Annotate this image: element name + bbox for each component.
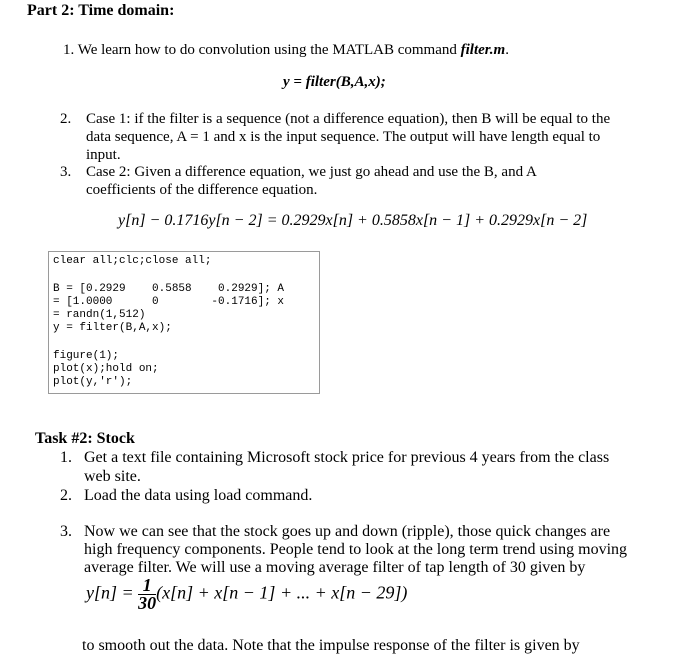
code-line: = randn(1,512) bbox=[53, 309, 146, 321]
part2-item1: 1. We learn how to do convolution using the MATLAB command filter.m. bbox=[63, 42, 509, 58]
item-number: 2. bbox=[60, 111, 72, 127]
item-line: Case 1: if the filter is a sequence (not a difference equation), then B will be equal to the bbox=[86, 111, 611, 127]
item-line: input. bbox=[86, 147, 121, 163]
task2-heading: Task #2: Stock bbox=[35, 430, 135, 447]
fraction-denominator: 30 bbox=[138, 593, 157, 613]
fraction bbox=[138, 577, 156, 612]
closing-text: to smooth out the data. Note that the impulse response of the filter is given by bbox=[82, 637, 580, 654]
item-number: 1. bbox=[63, 42, 75, 58]
item-line: high frequency components. People tend to look at the long term trend using moving bbox=[84, 541, 628, 558]
item-line: Case 2: Given a difference equation, we just go ahead and use the B, and A bbox=[86, 164, 537, 180]
item-line: data sequence, A = 1 and x is the input sequence. The output will have length equal to bbox=[86, 129, 601, 145]
item-line: Load the data using load command. bbox=[84, 487, 313, 504]
item-number: 3. bbox=[60, 164, 72, 180]
code-line: plot(y,'r'); bbox=[53, 376, 133, 388]
equation-lhs: y[n] = bbox=[86, 582, 134, 603]
command-name: filter.m bbox=[460, 42, 506, 58]
code-line: y = filter(B,A,x); bbox=[53, 322, 172, 334]
item-line: Now we can see that the stock goes up and down (ripple), those quick changes are bbox=[84, 523, 611, 540]
code-line: B = [0.2929 0.5858 0.2929]; A bbox=[53, 283, 285, 295]
difference-equation: y[n] − 0.1716y[n − 2] = 0.2929x[n] + 0.5858x[n − 1] + 0.2929x[n − 2] bbox=[118, 212, 588, 229]
moving-average-equation bbox=[86, 577, 407, 612]
code-line: = [1.0000 0 -0.1716]; x bbox=[53, 296, 285, 308]
code-line: clear all;clc;close all; bbox=[53, 255, 212, 267]
item-number: 1. bbox=[60, 449, 72, 466]
fraction-numerator: 1 bbox=[138, 577, 156, 595]
item-line: web site. bbox=[84, 468, 141, 485]
item-text: We learn how to do convolution using the MATLAB command bbox=[77, 42, 461, 58]
equation-rhs: (x[n] + x[n − 1] + ... + x[n − 29]) bbox=[156, 582, 408, 603]
filter-formula: y = filter(B,A,x); bbox=[283, 74, 386, 90]
item-line: coefficients of the difference equation. bbox=[86, 182, 318, 198]
item-line: average filter. We will use a moving average filter of tap length of 30 given by bbox=[84, 559, 586, 576]
item-line: Get a text file containing Microsoft stock price for previous 4 years from the class bbox=[84, 449, 610, 466]
code-line: figure(1); bbox=[53, 350, 120, 362]
part2-heading: Part 2: Time domain: bbox=[27, 2, 175, 19]
item-number: 3. bbox=[60, 523, 72, 540]
item-number: 2. bbox=[60, 487, 72, 504]
code-line: plot(x);hold on; bbox=[53, 363, 159, 375]
